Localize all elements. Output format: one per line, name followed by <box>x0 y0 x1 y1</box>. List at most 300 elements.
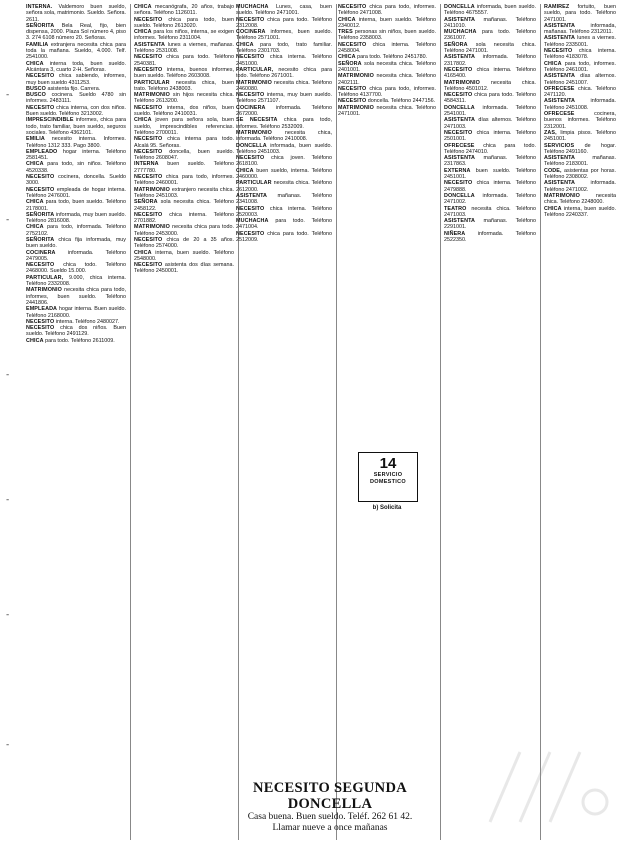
classified-ad-keyword: NECESITO <box>444 92 473 99</box>
classified-ad-text: cocinera, buenos informes. Teléfono 2312001. <box>544 111 616 130</box>
classified-ad-text: cocinera. Sueldo 4780 sin informes. 2483111. <box>26 92 126 105</box>
classified-ad-text: chica para todo. Teléfono 2312008. <box>236 16 332 29</box>
classified-ad-text: lunes a viernes. Teléfono 2335001. <box>544 35 616 48</box>
section-number: 14 <box>379 455 397 472</box>
classified-ad-keyword: MUCHACHA <box>236 218 269 225</box>
classified-ad-keyword: DONCELLA <box>444 192 475 199</box>
classified-ad <box>134 224 234 237</box>
classified-ad <box>544 4 616 23</box>
classified-ad-keyword: MATRIMONIO <box>444 79 480 86</box>
classified-ad-keyword: ASISTENTA <box>544 180 576 187</box>
classified-ad-text: doncella. Teléfono 2447156. <box>367 98 436 105</box>
classified-ad-keyword: NECESITO <box>444 129 473 136</box>
classified-ad-text: de hogar. Teléfono 2491160. <box>544 142 616 155</box>
classified-ad-keyword: CHICA <box>26 161 44 168</box>
classified-ad-keyword: PARTICULAR <box>236 180 272 187</box>
classified-ad-text: interna, buen sueldo. Teléfono 2240337. <box>544 205 616 218</box>
classified-ad <box>134 67 234 80</box>
classified-ad-text: chica joven. Teléfono 2618100. <box>236 155 332 168</box>
classified-ad <box>26 237 126 250</box>
classified-ad-keyword: ZAS, <box>544 129 557 136</box>
classified-ad <box>236 231 332 244</box>
classified-ad <box>134 4 234 17</box>
classified-ad-keyword: CHICA <box>26 60 44 67</box>
classified-ad <box>338 73 436 86</box>
classified-ad-keyword: COCINERA <box>236 104 266 111</box>
classified-ad-text: mañanas. Teléfono 2411010. <box>444 16 536 29</box>
classified-ad-text: hogar interna. Buen sueldo. Teléfono 2168000. <box>26 306 126 319</box>
classified-ad-keyword: NECESITO <box>444 66 473 73</box>
classified-ad <box>236 130 332 143</box>
column-divider <box>440 4 441 840</box>
classified-ad <box>236 180 332 193</box>
classified-ad-keyword: SE NECESITA <box>236 117 278 124</box>
classified-ad <box>444 143 536 156</box>
classified-ad-keyword: ASISTENTA <box>444 155 476 162</box>
classified-ad <box>26 136 126 149</box>
classified-ad <box>236 168 332 181</box>
classified-ad-keyword: MATRIMONIO <box>134 224 170 231</box>
classified-ad <box>338 61 436 74</box>
classified-ad-keyword: ASISTENTA <box>134 41 166 48</box>
classified-ad <box>544 206 616 219</box>
classified-ad <box>134 174 234 187</box>
classified-ad-text: interna, buen sueldo. Teléfono 2340012. <box>338 16 436 29</box>
classified-ad <box>134 17 234 30</box>
classified-ad <box>134 149 234 162</box>
classified-ad <box>134 161 234 174</box>
classified-ad <box>26 199 126 212</box>
classified-ad-text: informada, mañanas. Teléfono 2312011. <box>544 22 616 36</box>
featured-ad-title: NECESITO SEGUNDA DONCELLA <box>252 780 407 812</box>
classified-ad-text: personas sin niños, buen sueldo. Teléfono 2358003. <box>338 29 436 42</box>
classified-ad <box>444 117 536 130</box>
classified-ad-keyword: NECESITO <box>134 148 163 155</box>
classified-ad-text: chica interna. Teléfono 2501001. <box>444 129 536 143</box>
classified-ad <box>236 155 332 168</box>
classified-ad-text: chica para todo. Teléfono 4584311. <box>444 92 536 105</box>
classified-ad-keyword: SEÑORITA <box>26 236 55 243</box>
classified-ad-keyword: ASISTENTA <box>444 117 476 124</box>
classified-ad-keyword: ASISTENTA <box>544 35 576 42</box>
classified-ad <box>544 48 616 61</box>
classified-ad <box>26 306 126 319</box>
classified-ad-text: buen sueldo. Teléfono 2451001. <box>444 167 536 181</box>
classified-ad-text: sola necesita chica. Teléfono 2458122. <box>134 199 234 212</box>
classified-ad-keyword: CHICA <box>544 60 562 67</box>
classified-ad <box>26 262 126 275</box>
classified-ad <box>26 187 126 200</box>
classified-ad-text: Valdemoro buen sueldo, señora sola, matrimonio. Sueldo. Señora. 2611. <box>26 4 126 23</box>
classified-ad-keyword: NECESITO <box>338 4 367 10</box>
classified-ad <box>544 143 616 156</box>
classified-ad <box>236 105 332 118</box>
classified-ad-text: para todo, sin niños. Teléfono 4520338. <box>26 161 126 174</box>
classifieds-column-5 <box>444 4 536 840</box>
classified-ad-keyword: ASISTENTA <box>544 98 576 105</box>
classified-ad-keyword: PARTICULAR <box>134 79 170 86</box>
classifieds-column-3 <box>236 4 332 780</box>
classifieds-column-1 <box>26 4 126 840</box>
classified-ad-keyword: CODE, <box>544 167 562 174</box>
margin-mark: - <box>6 370 10 380</box>
classified-ad-text: informada, muy buen sueldo. Teléfono 2816008. <box>26 211 126 225</box>
classified-ad <box>134 117 234 136</box>
classified-ad <box>444 29 536 42</box>
classified-ad-text: necesita chica. Teléfono 2402111. <box>338 73 436 86</box>
classified-ad-text: chica dos niños. Buen sueldo. Teléfono 2491129. <box>26 325 126 338</box>
classified-ad-text: interna. Teléfono 2480027. <box>55 318 120 325</box>
classified-ad <box>544 111 616 130</box>
column-divider <box>336 4 337 840</box>
classified-ad-text: Bela Real, fijo, bien dispensa, 2000. Plaza Sol número 4, piso 3. 274 6108 número 20. Señoras. <box>26 22 126 42</box>
margin-mark: - <box>6 740 10 750</box>
classified-ad-keyword: DONCELLA <box>444 104 475 111</box>
classified-ad-text: mañanas. Teléfono 2183001. <box>544 155 616 168</box>
classified-ad-text: necesita chica para todo, informes, buen sueldo. Teléfono 2441806. <box>26 287 126 306</box>
classified-ad <box>26 42 126 61</box>
classified-ad-keyword: DONCELLA <box>444 4 475 10</box>
classified-ad-text: días alternos. Teléfono 2451007. <box>544 73 616 86</box>
classified-ad <box>338 42 436 55</box>
classified-ad-text: lunes a viernes, mañanas. Teléfono 2531008. <box>134 41 234 55</box>
classified-ad <box>236 206 332 219</box>
classified-ad <box>26 325 126 338</box>
classified-ad-keyword: NECESITO <box>236 54 265 61</box>
classified-ad-text: informada. Teléfono 2522350. <box>444 230 536 243</box>
classified-ad <box>444 180 536 193</box>
margin-mark: - <box>6 495 10 505</box>
classified-ad-text: informada, buen sueldo. Teléfono 4675557. <box>444 4 536 17</box>
classified-ad <box>338 17 436 30</box>
margin-mark: - <box>6 610 10 620</box>
classified-ad-keyword: MATRIMONIO <box>544 192 580 199</box>
classified-ad-keyword: CHICA <box>236 41 254 48</box>
classified-ad-keyword: NECESITO <box>134 136 163 143</box>
classified-ad-text: para todo. Teléfono 2361007. <box>444 29 536 42</box>
classified-ad-text: buen sueldo. Teléfono 2777780. <box>134 161 234 174</box>
classified-ad-text: necesita chica para todo. Teléfono 2453000. <box>134 224 234 237</box>
classified-ad-text: necesita chica. Teléfono 2471001. <box>338 104 436 118</box>
classified-ad-keyword: MATRIMONIO <box>338 73 374 80</box>
classified-ad-keyword: ASISTENTA <box>236 192 268 199</box>
classified-ad <box>444 218 536 231</box>
classified-ad-keyword: DONCELLA <box>236 142 267 149</box>
classified-ad-keyword: NECESITO <box>338 85 367 92</box>
margin-mark: - <box>6 90 10 100</box>
classified-ad-text: días alternos. Teléfono 2471003. <box>444 117 536 130</box>
classified-ad-keyword: MUCHACHA <box>236 4 269 10</box>
classified-ad-text: para todo. Teléfono 2451780. <box>357 54 428 61</box>
classified-ad-text: Lunes, casa, buen sueldo. Teléfono 2471001. <box>236 4 332 17</box>
classified-ad-keyword: NECESITO <box>26 262 55 269</box>
classified-ad-text: chica interna. Teléfono 2479888. <box>444 180 536 193</box>
classified-ad-text: necesita chica, informada. Teléfono 2410008. <box>236 129 332 143</box>
classified-ad-text: sin hijos necesita chica. Teléfono 2613200. <box>134 92 234 105</box>
classified-ad-text: sola necesita chica. Teléfono 2471001. <box>444 41 536 55</box>
classified-ad-keyword: PARTICULAR, <box>236 66 274 73</box>
classified-ad-keyword: NECESITO <box>236 16 265 23</box>
classified-ad <box>338 105 436 118</box>
classified-ad-text: informada. Teléfono 2451008. <box>544 98 616 111</box>
classified-ad-text: chica interna. Teléfono 4165400. <box>444 66 536 80</box>
classified-ad-keyword: NECESITO <box>134 211 163 218</box>
classified-ad-keyword: ASISTENTA <box>544 22 576 29</box>
classified-ad <box>444 105 536 118</box>
classified-ad-keyword: TEATRO <box>444 205 467 212</box>
classified-ad-text: informada. Teléfono 2541001. <box>444 104 536 118</box>
classified-ad-keyword: SEÑORITA <box>26 211 55 218</box>
classified-ad <box>134 250 234 263</box>
classified-ad <box>338 86 436 99</box>
classified-ad-text: informada. Teléfono 2317802. <box>444 54 536 67</box>
classified-ad <box>134 54 234 67</box>
classified-ad-keyword: NECESITO <box>134 16 163 23</box>
classified-ad-text: interna, dos niños, buen sueldo. Teléfono 2410031. <box>134 104 234 118</box>
classified-ad-text: chica interna para todo. Alcalá 95. Señoras. <box>134 136 234 149</box>
classified-ad-keyword: TRES <box>338 29 353 36</box>
classified-ad <box>544 73 616 86</box>
classified-ad <box>544 130 616 143</box>
classified-ad-keyword: NECESITO <box>134 236 163 243</box>
classified-ad <box>134 262 234 275</box>
classified-ad-text: sola necesita chica. Teléfono 2401001. <box>338 60 436 73</box>
classified-ad <box>444 155 536 168</box>
classified-ad <box>444 92 536 105</box>
classified-ad-text: para todo, informes. Teléfono 2461001. <box>544 60 616 73</box>
classified-ad-keyword: CHICA <box>134 4 152 10</box>
classified-ad-text: informada. Teléfono 2471002. <box>544 180 616 193</box>
classified-ad <box>134 29 234 42</box>
classified-ad-text: chica para todo, informes. Teléfono 2532009. <box>236 117 332 130</box>
classified-ad-keyword: CHICA <box>236 167 254 174</box>
classified-ad <box>544 86 616 99</box>
classified-ad-text: informes, chica para todo, trato familiar, buen sueldo, seguros sociales. Teléfono 4362101. <box>26 117 126 136</box>
classified-ad-keyword: ASISTENTA <box>444 54 476 61</box>
classified-ad <box>338 4 436 17</box>
classified-ad <box>26 73 126 86</box>
classified-ad-text: chica interna, con dos niños. Buen sueldo. Teléfono 3213002. <box>26 104 126 118</box>
classifieds-column-6 <box>544 4 616 840</box>
classified-ad-text: hogar interna. Teléfono 2581451. <box>26 148 126 162</box>
section-subheading: b) Solicita <box>372 505 402 511</box>
classified-ad-keyword: NECESITO <box>134 66 163 73</box>
classified-ad-text: limpia pisos. Teléfono 2451001. <box>544 129 616 143</box>
classified-ad-keyword: NECESITO <box>444 180 473 187</box>
classified-ad-keyword: CHICA <box>338 54 356 61</box>
classified-ad-text: doncella, buen sueldo. Teléfono 2608047. <box>134 148 234 162</box>
classified-ad-text: fortuito, buen sueldo, para todo. Teléfono 2471001. <box>544 4 616 23</box>
classified-ad <box>444 4 536 17</box>
classified-ad-text: mecanógrafa, 20 años, trabajo señora. Teléfono 1126011. <box>134 4 234 17</box>
classified-ad-keyword: EMPLEADA <box>26 306 58 313</box>
classified-ad <box>544 155 616 168</box>
classified-ad-keyword: EXTERNA <box>444 167 471 174</box>
classified-ad-keyword: NECESITO <box>26 318 55 325</box>
classified-ad <box>236 80 332 93</box>
classified-ad-keyword: CHICA <box>134 29 152 36</box>
classified-ad-keyword: COCINERA <box>26 249 56 256</box>
classified-ad-keyword: NECESITO <box>26 186 55 193</box>
section-title-line1: SERVICIO <box>373 472 403 478</box>
classified-ad-text: chica fija informada, muy buen sueldo. <box>26 236 126 250</box>
classified-ad <box>236 4 332 17</box>
classified-ad <box>444 206 536 219</box>
column-divider <box>540 4 541 840</box>
classified-ad-text: necesita chica, buen trato. Teléfono 2438003. <box>134 79 234 92</box>
classified-ad <box>444 168 536 181</box>
classified-ad-text: chica. Teléfono 2471120. <box>544 85 616 99</box>
classified-ad-text: asistentas por horas. Teléfono 2308002. <box>544 167 616 181</box>
classified-ad <box>444 193 536 206</box>
classified-ad-keyword: ASISTENTA <box>544 73 576 80</box>
classified-ad <box>26 287 126 306</box>
classified-ad <box>26 4 126 23</box>
archive-watermark <box>480 742 610 832</box>
classified-ad-keyword: MATRIMONIO <box>134 186 170 193</box>
classified-ad-text: informada. Teléfono 2672000. <box>236 104 332 118</box>
classified-ad-keyword: IMPRESCINDIBLE <box>26 117 74 124</box>
classified-ad <box>26 212 126 225</box>
classified-ad-text: necesita chica. Teléfono 4501012. <box>444 79 536 92</box>
classified-ad-keyword: ASISTENTA <box>444 218 476 225</box>
classified-ad-keyword: CHICA <box>338 16 356 23</box>
classified-ad <box>544 193 616 206</box>
classified-ad-text: empleada de hogar interna. Teléfono 2476001. <box>26 186 126 199</box>
featured-ad-line1: Casa buena. Buen sueldo. Teléf. 262 61 42. <box>247 812 413 822</box>
classified-ad-keyword: ASISTENTA <box>444 16 476 23</box>
classified-ad <box>444 130 536 143</box>
classified-ad <box>26 105 126 118</box>
classified-ad <box>134 199 234 212</box>
classified-ad-text: mañanas. Teléfono 2317863. <box>444 155 536 168</box>
classified-ad-text: chica de 20 a 35 años. Teléfono 2574000. <box>134 236 234 250</box>
classified-ad-text: para todo. Teléfono 2471004. <box>236 218 332 231</box>
classified-ad-text: chica interna. Teléfono 4183078. <box>544 48 616 61</box>
classified-ad-text: para todo, buen sueldo. Teléfono 2178001. <box>26 199 126 212</box>
classified-ad-keyword: OFRECESE <box>544 85 575 92</box>
classified-ad-text: chica interna. Teléfono 2451000. <box>236 54 332 67</box>
classified-ad-text: chica para todo. Teléfono 2474010. <box>444 142 536 155</box>
classified-ad-keyword: FAMILIA <box>26 41 49 48</box>
classified-ad-text: asistenta fijo. Carrera. <box>47 85 101 92</box>
classified-ad <box>444 42 536 55</box>
classified-ad-text: chica para todo, informes. Teléfono 4137700. <box>338 85 436 99</box>
classified-ad-text: necesito interna. Informes. Teléfono 1312 333. Pago 3800. <box>26 136 126 149</box>
classified-ad-keyword: EMILIA <box>26 136 45 143</box>
column-divider <box>130 4 131 840</box>
classified-ad-text: interna toda, buen sueldo. Alcántara 3, cuarto 2-H. Señoras. <box>26 60 126 73</box>
classified-ad <box>236 67 332 80</box>
classified-ad-keyword: MATRIMONIO <box>236 129 272 136</box>
classified-ad-text: chica para todo. Teléfono 2540381. <box>134 54 234 67</box>
classified-ad <box>26 250 126 263</box>
classified-ad <box>134 136 234 149</box>
classified-ad-text: informes, buen sueldo. Teléfono 2571001. <box>236 29 332 42</box>
classified-ad <box>134 187 234 200</box>
classified-ad <box>26 224 126 237</box>
classified-ad-keyword: NECESITO <box>134 54 163 61</box>
classified-ad-keyword: CHICA <box>26 337 44 344</box>
classified-ad <box>544 98 616 111</box>
classified-ad-keyword: CHICA <box>134 249 152 256</box>
classified-ad-keyword: NECESITO <box>26 73 55 80</box>
section-title-line2: DOMESTICO <box>369 479 406 485</box>
classified-ad-keyword: SEÑORITA <box>26 22 55 29</box>
classified-ad <box>444 17 536 30</box>
classified-ad-text: asistenta dos días semana. Teléfono 2450001. <box>134 262 234 275</box>
classified-ad <box>544 168 616 181</box>
classified-ad-text: extranjero necesita chica. Teléfono 2451003. <box>134 186 234 199</box>
classified-ad-text: mañanas. Teléfono 2341008. <box>236 192 332 206</box>
classified-ad <box>134 237 234 250</box>
classified-ad-text: mañanas. Teléfono 2291001. <box>444 218 536 231</box>
classified-ad <box>236 143 332 156</box>
classified-ad-text: informada, buen sueldo. Teléfono 2451003. <box>236 142 332 155</box>
classified-ad-keyword: COCINERA <box>236 29 266 36</box>
classified-ad <box>236 29 332 42</box>
classified-ad-keyword: PARTICULAR, <box>26 274 64 281</box>
classified-ad <box>444 54 536 67</box>
classified-ad <box>544 35 616 48</box>
classified-ad-text: para los niños, interna, se exigen informes. Teléfono 2311004. <box>134 29 234 42</box>
classifieds-page <box>26 4 616 840</box>
classified-ad-text: chica interna. Teléfono 2520003. <box>236 205 332 218</box>
classified-ad <box>26 117 126 136</box>
classified-ad-keyword: NECESITO <box>544 48 573 55</box>
classified-ad-keyword: BUSCO <box>26 85 46 92</box>
classified-ad-keyword: NECESITO <box>26 325 55 332</box>
classified-ad-keyword: MUCHACHA <box>444 29 477 36</box>
classified-ad-keyword: CHICA <box>26 199 44 206</box>
classified-ad-text: necesita chica. Teléfono 2612000. <box>236 180 332 193</box>
classified-ad-keyword: MATRIMONIO <box>236 79 272 86</box>
classified-ad <box>444 67 536 80</box>
classified-ad-keyword: INTERNA. <box>26 4 53 10</box>
classified-ad <box>134 42 234 55</box>
classified-ad <box>134 92 234 105</box>
featured-ad-line2: Llamar nueve a once mañanas <box>272 823 388 833</box>
classified-ad-keyword: MATRIMONIO <box>338 104 374 111</box>
classified-ad-text: extranjera necesita chica para toda la mañana. Sueldo, 4.000. Telf. 2541000. <box>26 41 126 61</box>
classified-ad-text: informada. Teléfono 2479005. <box>26 249 126 262</box>
classified-ad-text: chica interna. Teléfono 2458004. <box>338 41 436 55</box>
classified-ad-text: informada. Teléfono 2471002. <box>444 192 536 206</box>
classified-ad-keyword: BUSCO <box>26 92 46 99</box>
classified-ad-text: para todo, trato familiar. Teléfono 2301703. <box>236 41 332 55</box>
classified-ad-keyword: NECESITO <box>236 230 265 237</box>
classified-ad-keyword: INTERNA <box>134 161 159 168</box>
classified-ad-keyword: NECESITO <box>134 262 163 269</box>
classified-ad-keyword: RAMIREZ <box>544 4 570 10</box>
classified-ad <box>26 23 126 42</box>
classified-ad-keyword: CHICA <box>26 224 44 231</box>
classified-ad-text: chica todo. Teléfono 2468000. Sueldo 15.000. <box>26 262 126 275</box>
classified-ad-keyword: NECESITO <box>134 104 163 111</box>
classified-ad-keyword: MATRIMONIO <box>134 92 170 99</box>
classified-ad-text: buen sueldo, interna. Teléfono 2460000. <box>236 167 332 181</box>
classified-ad-keyword: NECESITO <box>338 98 367 105</box>
classified-ad <box>236 218 332 231</box>
classified-ad <box>544 61 616 74</box>
classified-ad-text: interna, muy buen sueldo. Teléfono 2571107. <box>236 92 332 105</box>
classified-ad-keyword: NECESITO <box>134 174 163 181</box>
classified-ad <box>134 212 234 225</box>
classified-ad-keyword: SEÑORA <box>338 60 362 67</box>
classified-ad-text: para todo, informada. Teléfono 2752102. <box>26 224 126 237</box>
classified-ad-keyword: NECESITO <box>26 104 55 111</box>
classified-ad <box>444 231 536 244</box>
